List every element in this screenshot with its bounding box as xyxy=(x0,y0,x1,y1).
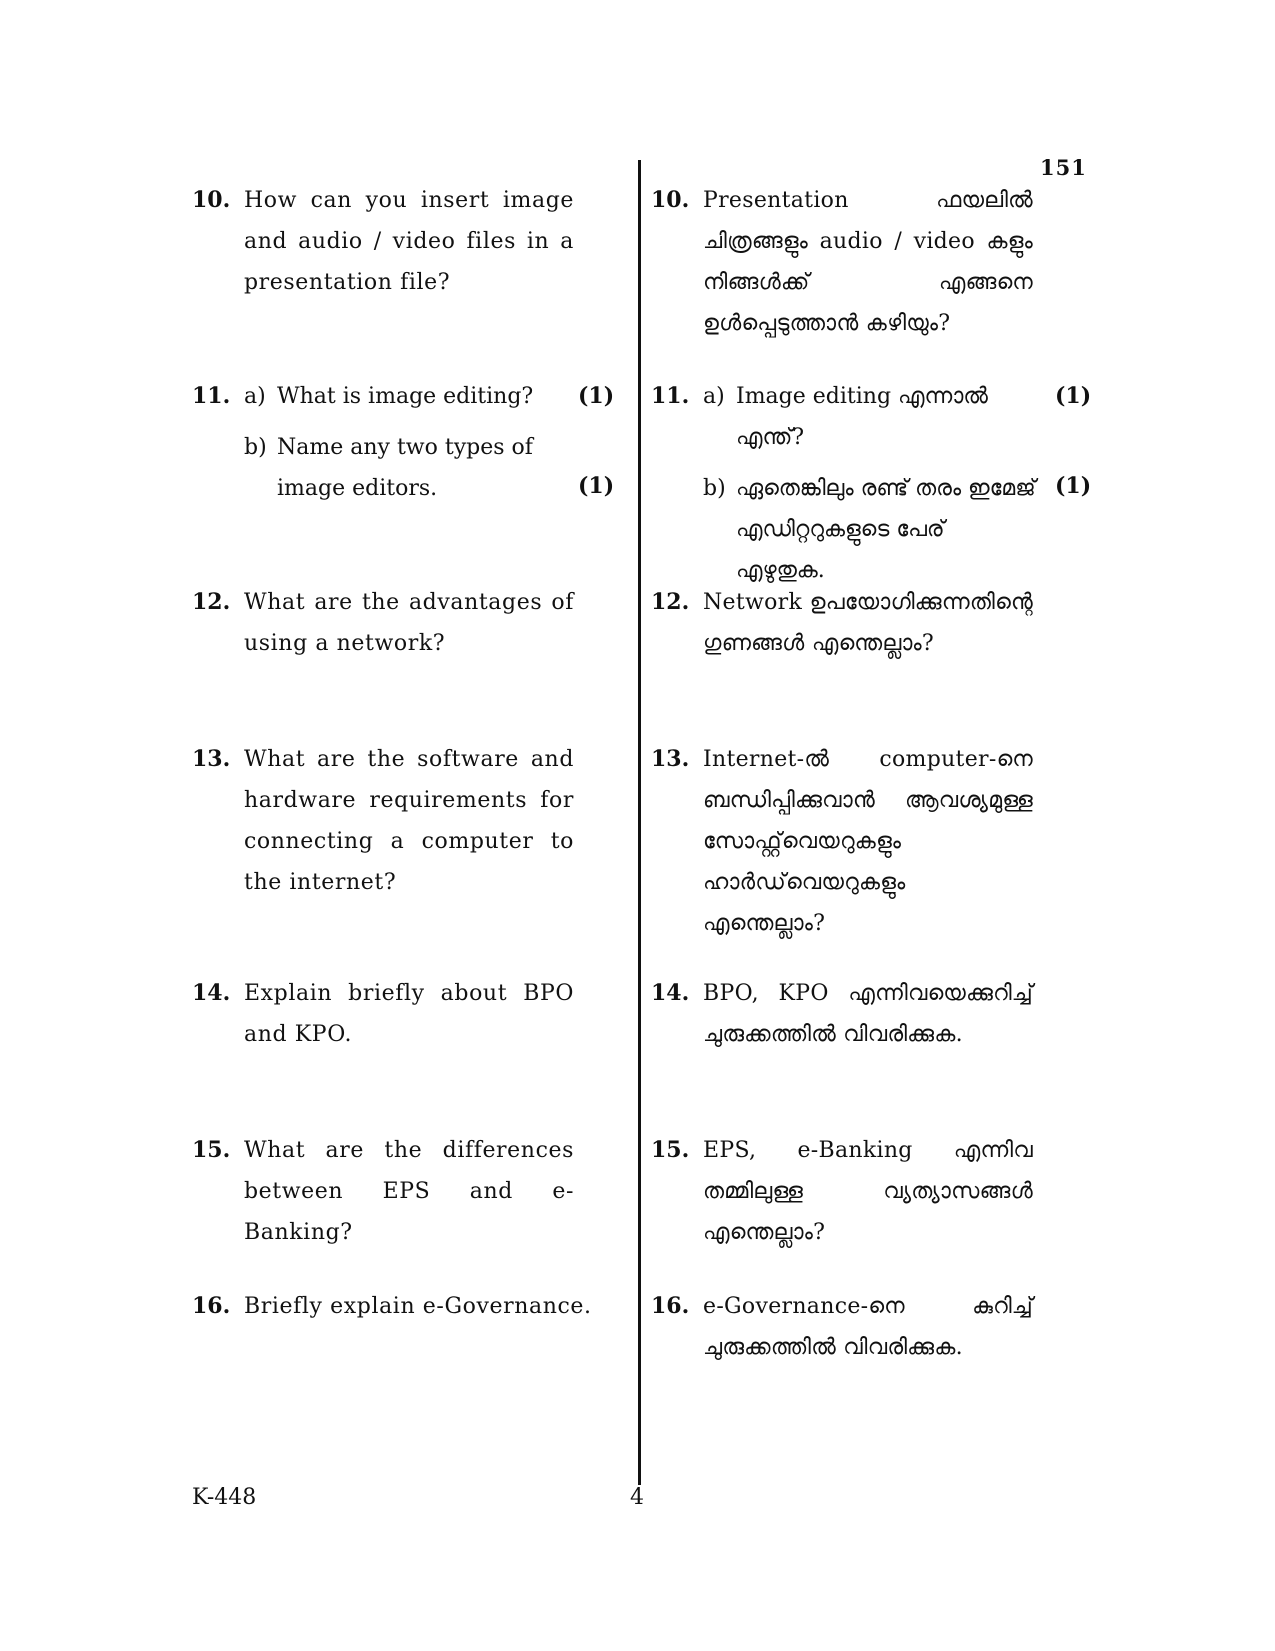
question-text: Network ഉപയോഗിക്കുന്നതിന്റെ ഗുണങ്ങൾ എന്തെല്ലാം? xyxy=(703,590,1033,656)
question-16-ml xyxy=(651,1286,1081,1368)
question-text: What are the differences between EPS and e-Banking? xyxy=(244,1138,574,1245)
sub-text: Image editing എന്നാൽ എന്ത്? xyxy=(736,384,988,450)
question-11-en xyxy=(192,376,615,509)
question-text: BPO, KPO എന്നിവയെക്കുറിച്ച് ചുരുക്കത്തിൽ വിവരിക്കുക. xyxy=(703,981,1033,1047)
question-number: 11. xyxy=(192,383,231,409)
sub-question-a xyxy=(244,376,615,417)
question-number: 10. xyxy=(192,187,231,213)
sub-question-a xyxy=(703,376,1081,458)
marks: (1) xyxy=(578,473,615,499)
question-text: e-Governance-നെ കുറിച്ച് ചുരുക്കത്തിൽ വിവരിക്കുക. xyxy=(703,1294,1033,1360)
question-text: Presentation ഫയലിൽ ചിത്രങ്ങളും audio / video കളും നിങ്ങൾക്ക് എങ്ങനെ ഉൾപ്പെടുത്താൻ കഴിയും? xyxy=(703,188,1033,336)
question-12-ml xyxy=(651,582,1081,664)
sub-text: Name any two types of image editors. xyxy=(277,435,533,501)
question-text: What are the software and hardware requirements for connecting a computer to the internet? xyxy=(244,747,574,895)
question-number: 16. xyxy=(192,1293,231,1319)
sub-label: b) xyxy=(244,435,267,460)
column-divider xyxy=(638,160,641,1485)
question-10-en xyxy=(192,180,612,303)
question-text: Briefly explain e-Governance. xyxy=(244,1294,592,1319)
question-number: 15. xyxy=(192,1137,231,1163)
question-number: 14. xyxy=(651,980,690,1006)
question-number: 15. xyxy=(651,1137,690,1163)
question-number: 14. xyxy=(192,980,231,1006)
question-number: 11. xyxy=(651,383,690,409)
question-number: 13. xyxy=(192,746,231,772)
question-number: 12. xyxy=(192,589,231,615)
sub-text: What is image editing? xyxy=(277,384,534,409)
question-16-en xyxy=(192,1286,612,1327)
question-14-en xyxy=(192,973,612,1055)
marks: (1) xyxy=(1055,383,1092,409)
question-number: 13. xyxy=(651,746,690,772)
sub-label: a) xyxy=(244,384,266,409)
question-15-ml xyxy=(651,1130,1081,1253)
question-text: What are the advantages of using a network? xyxy=(244,590,574,656)
page-number: 4 xyxy=(630,1485,644,1510)
question-text: EPS, e-Banking എന്നിവ തമ്മിലുള്ള വ്യത്യാസങ്ങൾ എന്തെല്ലാം? xyxy=(703,1138,1033,1245)
sub-question-b xyxy=(703,468,1081,591)
question-11-ml xyxy=(651,376,1092,591)
question-15-en xyxy=(192,1130,612,1253)
marks: (1) xyxy=(1055,473,1092,499)
sub-label: b) xyxy=(703,476,726,501)
marks: (1) xyxy=(578,383,615,409)
question-13-ml xyxy=(651,739,1081,944)
sub-text: ഏതെങ്കിലും രണ്ട് തരം ഇമേജ് എഡിറ്ററുകളുടെ പേര് എഴുതുക. xyxy=(736,476,1036,583)
question-number: 10. xyxy=(651,187,690,213)
sub-label: a) xyxy=(703,384,725,409)
exam-code: K-448 xyxy=(192,1485,257,1510)
question-13-en xyxy=(192,739,612,903)
question-number: 12. xyxy=(651,589,690,615)
question-10-ml xyxy=(651,180,1081,344)
question-text: Explain briefly about BPO and KPO. xyxy=(244,981,574,1047)
question-14-ml xyxy=(651,973,1081,1055)
sub-question-b xyxy=(244,427,615,509)
question-number: 16. xyxy=(651,1293,690,1319)
question-text: Internet-ൽ computer-നെ ബന്ധിപ്പിക്കുവാൻ ആവശ്യമുള്ള സോഫ്റ്റ്‌വെയറുകളും ഹാർഡ്‌വെയറുകളും എന്തെല്ലാം? xyxy=(703,747,1033,936)
question-text: How can you insert image and audio / video files in a presentation file? xyxy=(244,188,574,295)
question-12-en xyxy=(192,582,612,664)
page-code: 151 xyxy=(1040,155,1087,180)
